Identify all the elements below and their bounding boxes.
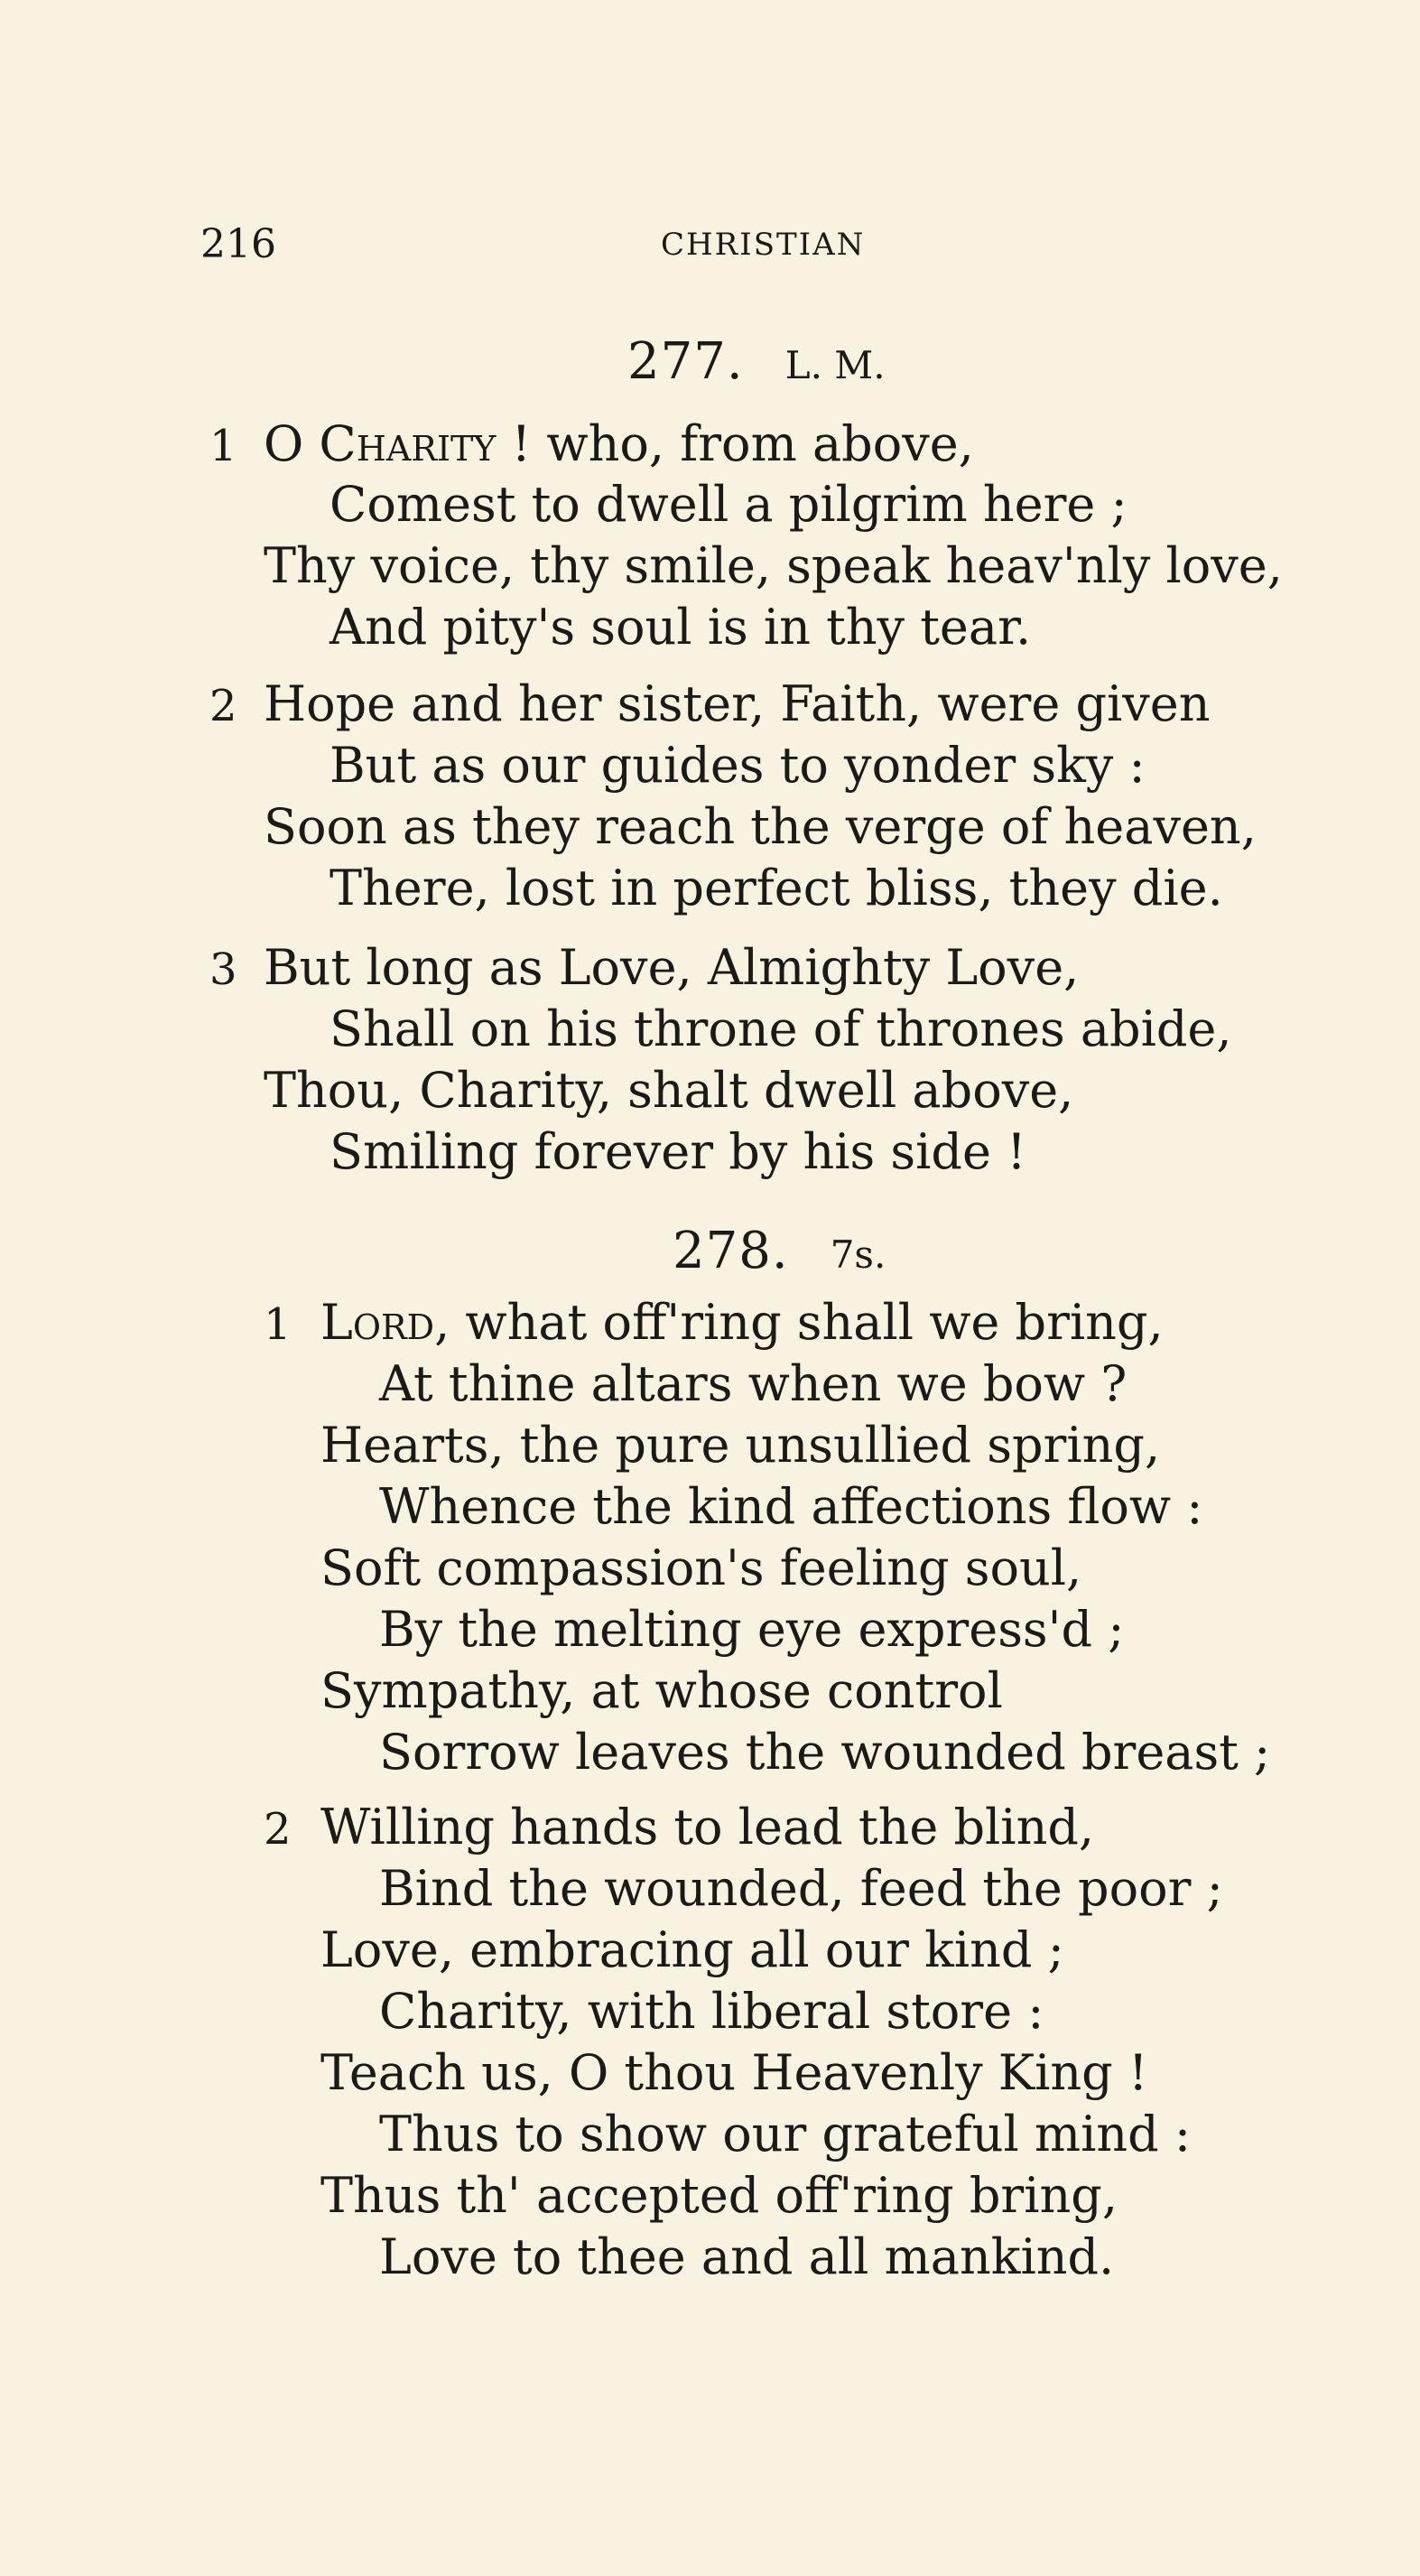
verse-line: Charity, with liberal store : bbox=[379, 1983, 1044, 2040]
first-word: O Charity bbox=[264, 415, 497, 472]
verse-line: Teach us, O thou Heavenly King ! bbox=[320, 2044, 1148, 2101]
verse-line: Soon as they reach the verge of heaven, bbox=[264, 798, 1257, 855]
verse-line: Comest to dwell a pilgrim here ; bbox=[329, 476, 1128, 533]
verse-line bbox=[264, 415, 974, 472]
page-number: 216 bbox=[200, 221, 276, 267]
verse-line: By the melting eye express'd ; bbox=[379, 1601, 1125, 1658]
verse-line: And pity's soul is in thy tear. bbox=[329, 599, 1032, 656]
verse-line: Hope and her sister, Faith, were given bbox=[264, 675, 1211, 732]
hymn-heading bbox=[673, 1222, 886, 1280]
verse-line: Sorrow leaves the wounded breast ; bbox=[379, 1724, 1271, 1781]
verse-line: Bind the wounded, feed the poor ; bbox=[379, 1860, 1223, 1917]
verse-number: 2 bbox=[209, 681, 237, 731]
verse-line: There, lost in perfect bliss, they die. bbox=[329, 860, 1223, 916]
verse-line: Hearts, the pure unsullied spring, bbox=[320, 1417, 1161, 1474]
verse-line: Sympathy, at whose control bbox=[320, 1662, 1003, 1719]
verse-line: Love, embracing all our kind ; bbox=[320, 1921, 1064, 1978]
verse-line: At thine altars when we bow ? bbox=[379, 1355, 1128, 1412]
hymn-meter: L. M. bbox=[784, 343, 886, 387]
verse-line: Thus th' accepted off'ring bring, bbox=[320, 2167, 1118, 2224]
verse-line: Thy voice, thy smile, speak heav'nly love, bbox=[264, 537, 1283, 594]
verse-line bbox=[320, 1294, 1164, 1351]
page-header bbox=[200, 221, 1148, 275]
first-word: Lord bbox=[320, 1294, 435, 1351]
verse-number: 1 bbox=[209, 421, 237, 471]
hymn-number: 277. bbox=[627, 332, 744, 391]
verse-line: Soft compassion's feeling soul, bbox=[320, 1539, 1082, 1596]
hymn-number: 278. bbox=[673, 1222, 789, 1280]
running-head: CHRISTIAN bbox=[661, 227, 866, 263]
first-line-rest: , what off'ring shall we bring, bbox=[434, 1294, 1164, 1351]
verse-line: Thus to show our grateful mind : bbox=[379, 2106, 1192, 2162]
verse-line: Smiling forever by his side ! bbox=[329, 1123, 1026, 1180]
verse-line: But long as Love, Almighty Love, bbox=[264, 939, 1080, 996]
hymn-heading bbox=[627, 332, 886, 391]
verse-line: Love to thee and all mankind. bbox=[379, 2228, 1115, 2285]
verse-line: But as our guides to yonder sky : bbox=[329, 737, 1146, 794]
verse-line: Whence the kind affections flow : bbox=[379, 1478, 1203, 1535]
verse-number: 2 bbox=[264, 1804, 292, 1855]
verse-line: Thou, Charity, shalt dwell above, bbox=[264, 1062, 1074, 1119]
verse-line: Willing hands to lead the blind, bbox=[320, 1799, 1095, 1855]
verse-number: 1 bbox=[264, 1299, 292, 1350]
first-line-rest: ! who, from above, bbox=[496, 415, 974, 472]
hymn-meter: 7s. bbox=[830, 1232, 886, 1277]
verse-number: 3 bbox=[209, 944, 237, 995]
verse-line: Shall on his throne of thrones abide, bbox=[329, 1000, 1232, 1057]
